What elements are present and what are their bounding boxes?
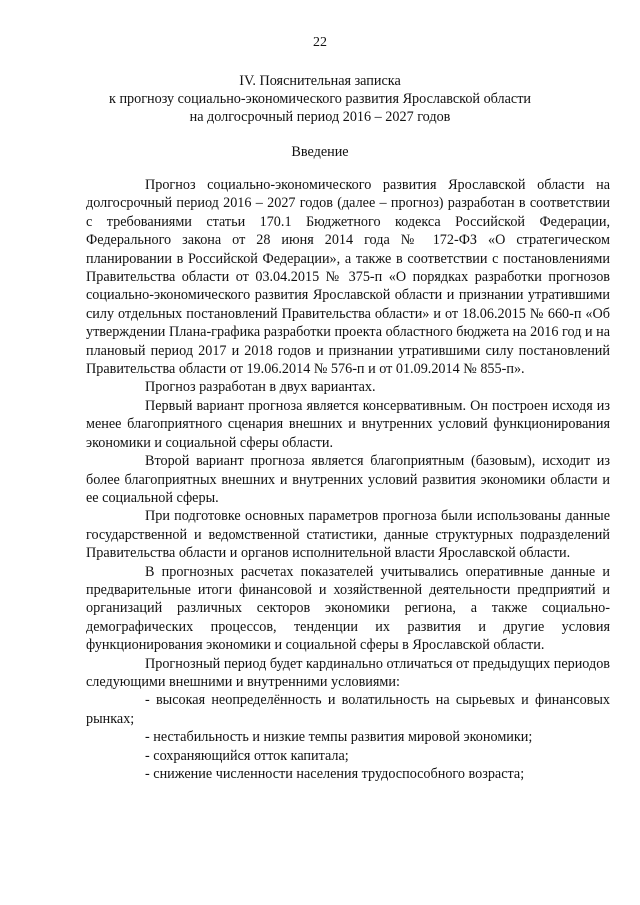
paragraph: В прогнозных расчетах показателей учитывались оперативные данные и предварительные итоги финансовой и хозяйственной деятельности предприятий и организаций различных секторов экономики региона, а также социально-демографических процессов, тенденции их развития и другие условия функционирования экономики и социальной сферы в Ярославской области. — [86, 563, 610, 654]
section-heading: Введение — [291, 144, 349, 160]
list-item: - высокая неопределённость и волатильность на сырьевых и финансовых рынках; — [86, 692, 610, 727]
paragraph: Прогноз разработан в двух вариантах. — [145, 379, 376, 396]
list-item: - нестабильность и низкие темпы развития мировой экономики; — [145, 729, 533, 746]
list-item: - сохраняющийся отток капитала; — [145, 747, 349, 764]
paragraph: Первый вариант прогноза является консервативным. Он построен исходя из менее благоприятного сценария внешних и внутренних условий функционирования экономики и социальной сферы области. — [86, 397, 610, 451]
page-number: 22 — [313, 35, 327, 50]
paragraph: Второй вариант прогноза является благоприятным (базовым), исходит из более благоприятных внешних и внутренних условий развития экономики области и ее социальной сферы. — [86, 453, 610, 506]
paragraph: Прогнозный период будет кардинально отличаться от предыдущих периодов следующими внешними и внутренними условиями: — [86, 655, 610, 690]
paragraph: Прогноз социально-экономического развития Ярославской области на долгосрочный период 2016 – 2027 годов (далее – прогноз) разработан в соответствии с требованиями статьи 170.1 Бюджетного кодекса Российской Федерации, Федерального закона от 28 июня 2014 года № 172-ФЗ «О стратегическом планировании в Российской Федерации», а также в соответствии с постановлениями Правительства области от 03.04.2015 № 375-п «О порядках разработки прогнозов социально-экономического развития Ярославской области и признании утратившими силу отдельных постановлений Правительства области» и от 18.06.2015 № 660-п «Об утверждении Плана-графика разработки проекта областного бюджета на 2016 год и на плановый период 2017 и 2018 годов и признании утратившими силу постановлений Правительства области от 19.06.2014 № 576-п и от 01.09.2014 № 855-п». — [86, 177, 610, 378]
document-body — [86, 176, 610, 783]
title-line-2: к прогнозу социально-экономического развития Ярославской области — [109, 91, 531, 107]
title-line-3: на долгосрочный период 2016 – 2027 годов — [189, 109, 451, 125]
document-title — [0, 72, 640, 126]
list-item: - снижение численности населения трудоспособного возраста; — [145, 766, 525, 782]
title-line-1: IV. Пояснительная записка — [239, 73, 401, 89]
paragraph: При подготовке основных параметров прогноза были использованы данные государственной и ведомственной статистики, данные структурных подразделений Правительства области и органов исполнительной власти Ярославской области. — [86, 508, 610, 562]
